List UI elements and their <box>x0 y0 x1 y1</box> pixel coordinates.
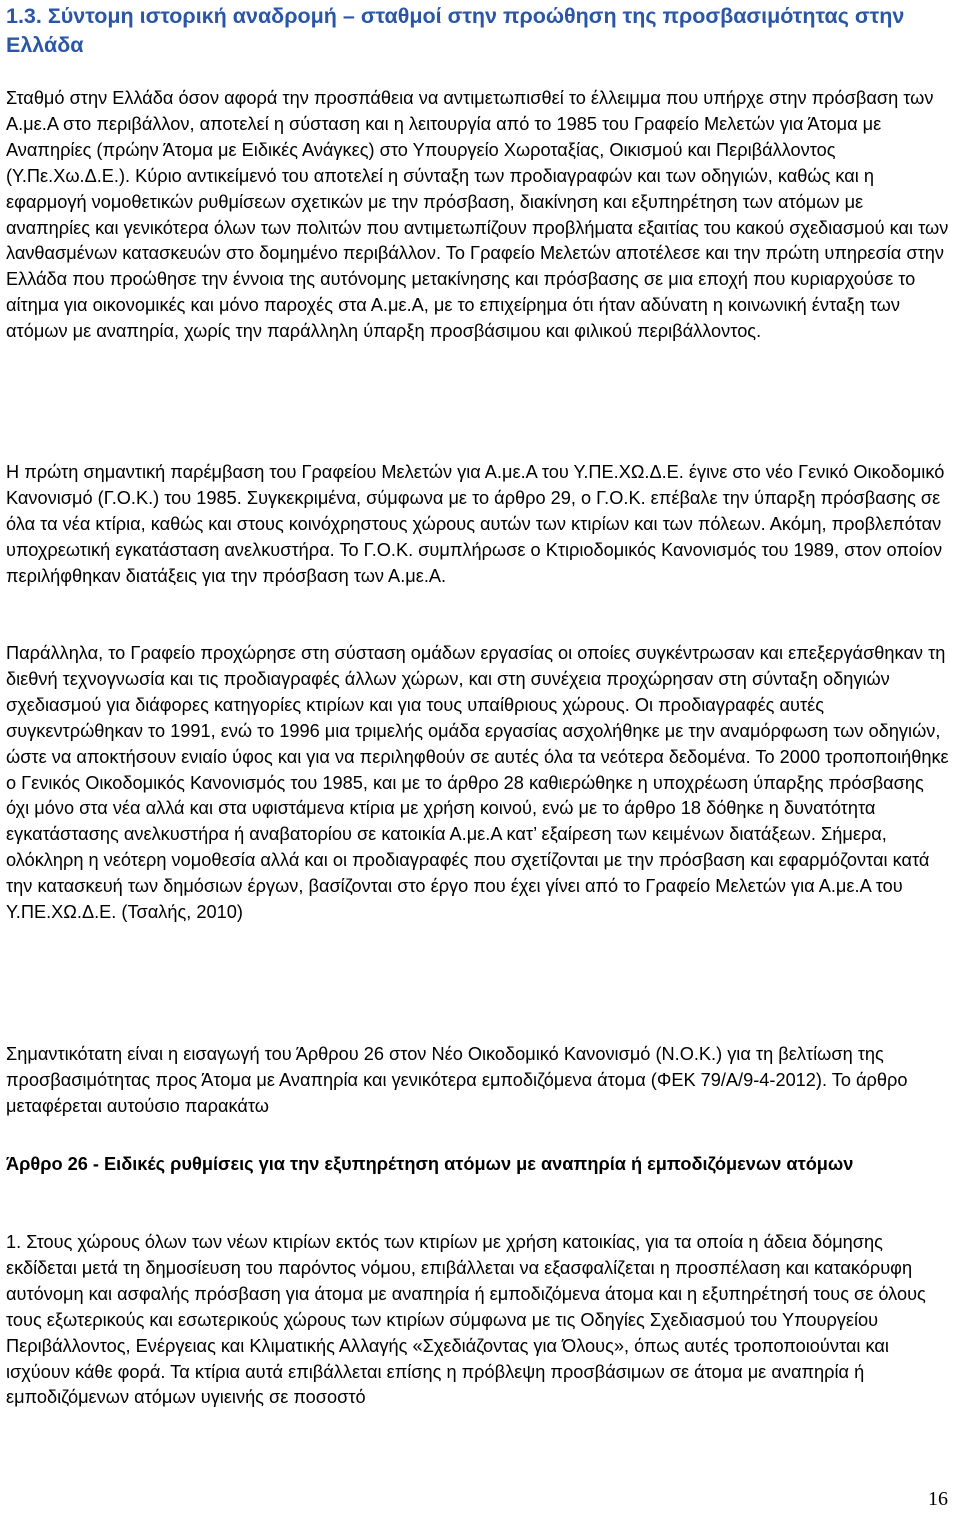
paragraph-article-26-intro: Σημαντικότατη είναι η εισαγωγή του Άρθρου 26 στον Νέο Οικοδομικό Κανονισμό (Ν.Ο.Κ.) για τη βελτίωση της προσβασιμότητας προς Άτομα με Αναπηρία και γενικότερα εμποδιζόμενα άτομα (ΦΕΚ 79/Α/9-4-2012). Το άρθρο μεταφέρεται αυτούσιο παρακάτω <box>6 1044 908 1116</box>
page-number: 16 <box>928 1488 948 1510</box>
paragraph-gok: Η πρώτη σημαντική παρέμβαση του Γραφείου Μελετών για Α.με.Α του Υ.ΠΕ.ΧΩ.Δ.Ε. έγινε στο νέο Γενικό Οικοδομικό Κανονισμό (Γ.Ο.Κ.) του 1985. Συγκεκριμένα, σύμφωνα με το άρθρο 29, ο Γ.Ο.Κ. επέβαλε την ύπαρξη πρόσβασης σε όλα τα νέα κτίρια, καθώς και στους κοινόχρηστους χώρους αυτών των κτιρίων και των πόλεων. Ακόμη, προβλεπόταν υποχρεωτική εγκατάσταση ανελκυστήρα. Το Γ.Ο.Κ. συμπλήρωσε ο Κτιριοδομικός Κανονισμός του 1989, στον οποίον περιλήφθηκαν διατάξεις για την πρόσβαση των Α.με.Α. <box>6 462 945 586</box>
paragraph-working-groups: Παράλληλα, το Γραφείο προχώρησε στη σύσταση ομάδων εργασίας οι οποίες συγκέντρωσαν και επεξεργάσθηκαν τη διεθνή τεχνογνωσία και τις προδιαγραφές άλλων χώρων, και στη συνέχεια προχώρησαν στη σύνταξη οδηγιών σχεδιασμού για διάφορες κατηγορίες κτιρίων και για τους υπαίθριους χώρους. Οι προδιαγραφές αυτές συγκεντρώθηκαν το 1991, ενώ το 1996 μια τριμελής ομάδα εργασίας ασχολήθηκε με την αναμόρφωση των οδηγιών, ώστε να αποκτήσουν ενιαίο ύφος και για να περιληφθούν σε αυτές όλα τα νεότερα δεδομένα. Το 2000 τροποποιήθηκε ο Γενικός Οικοδομικός Κανονισμός του 1985, και με το άρθρο 28 καθιερώθηκε η υποχρέωση ύπαρξης πρόσβασης όχι μόνο στα νέα αλλά και στα υφιστάμενα κτίρια με χρήση κοινού, ενώ με το άρθρο 18 δόθηκε η δυνατότητα εγκατάστασης ανελκυστήρα ή αναβατορίου σε κατοικία Α.με.Α κατ’ εξαίρεση των κειμένων διατάξεων. Σήμερα, ολόκληρη η νεότερη νομοθεσία αλλά και οι προδιαγραφές που σχετίζονται με την πρόσβαση και εφαρμόζονται κατά την κατασκευή των δημόσιων έργων, βασίζονται στο έργο που έχει γίνει από το Γραφείο Μελετών για Α.με.Α του Υ.ΠΕ.ΧΩ.Δ.Ε. (Τσαλής, 2010) <box>6 643 949 923</box>
article-26-title: Άρθρο 26 - Ειδικές ρυθμίσεις για την εξυπηρέτηση ατόμων με αναπηρία ή εμποδιζόμενων ατόμων <box>6 1154 854 1174</box>
paragraph-article-26-clause-1: 1. Στους χώρους όλων των νέων κτιρίων εκτός των κτιρίων με χρήση κατοικίας, για τα οποία η άδεια δόμησης εκδίδεται μετά τη δημοσίευση του παρόντος νόμου, επιβάλλεται να εξασφαλίζεται η προσπέλαση και κατακόρυφη αυτόνομη και ασφαλής πρόσβαση για άτομα με αναπηρία ή εμποδιζόμενα άτομα και η εξυπηρέτησή τους σε όλους τους εξωτερικούς και εσωτερικούς χώρους των κτιρίων σύμφωνα με τις Οδηγίες Σχεδιασμού του Υπουργείου Περιβάλλοντος, Ενέργειας και Κλιματικής Αλλαγής «Σχεδιάζοντας για Όλους», όπως αυτές τροποποιούνται και ισχύουν κάθε φορά. Τα κτίρια αυτά επιβάλλεται επίσης η πρόβλεψη προσβάσιμων σε άτομα με αναπηρία ή εμποδιζόμενων ατόμων υγιεινής σε ποσοστό <box>6 1232 926 1408</box>
paragraph-history: Σταθμό στην Ελλάδα όσον αφορά την προσπάθεια να αντιμετωπισθεί το έλλειμμα που υπήρχε στην πρόσβαση των Α.με.Α στο περιβάλλον, αποτελεί η σύσταση και η λειτουργία από το 1985 του Γραφείο Μελετών για Άτομα με Αναπηρίες (πρώην Άτομα με Ειδικές Ανάγκες) στο Υπουργείο Χωροταξίας, Οικισμού και Περιβάλλοντος (Υ.Πε.Χω.Δ.Ε.). Κύριο αντικείμενό του αποτελεί η σύνταξη των προδιαγραφών και των οδηγιών, καθώς και η εφαρμογή νομοθετικών ρυθμίσεων σχετικών με την πρόσβαση, διακίνηση και εξυπηρέτηση των ατόμων με αναπηρίες και γενικότερα όλων των πολιτών που αντιμετωπίζουν προβλήματα εξαιτίας του κακού σχεδιασμού και των λανθασμένων κατασκευών στο δομημένο περιβάλλον. Το Γραφείο Μελετών αποτέλεσε και την πρώτη υπηρεσία στην Ελλάδα που προώθησε την έννοια της αυτόνομης μετακίνησης και πρόσβασης σε μια εποχή που κυριαρχούσε το αίτημα για οικονομικές και μόνο παροχές στα Α.με.Α, με το επιχείρημα ότι ήταν αδύνατη η κοινωνική ένταξη των ατόμων με αναπηρία, χωρίς την παράλληλη ύπαρξη προσβάσιμου και φιλικού περιβάλλοντος. <box>6 88 949 342</box>
section-heading: 1.3. Σύντομη ιστορική αναδρομή – σταθμοί στην προώθηση της προσβασιμότητας στην Ελλάδα <box>6 4 905 57</box>
